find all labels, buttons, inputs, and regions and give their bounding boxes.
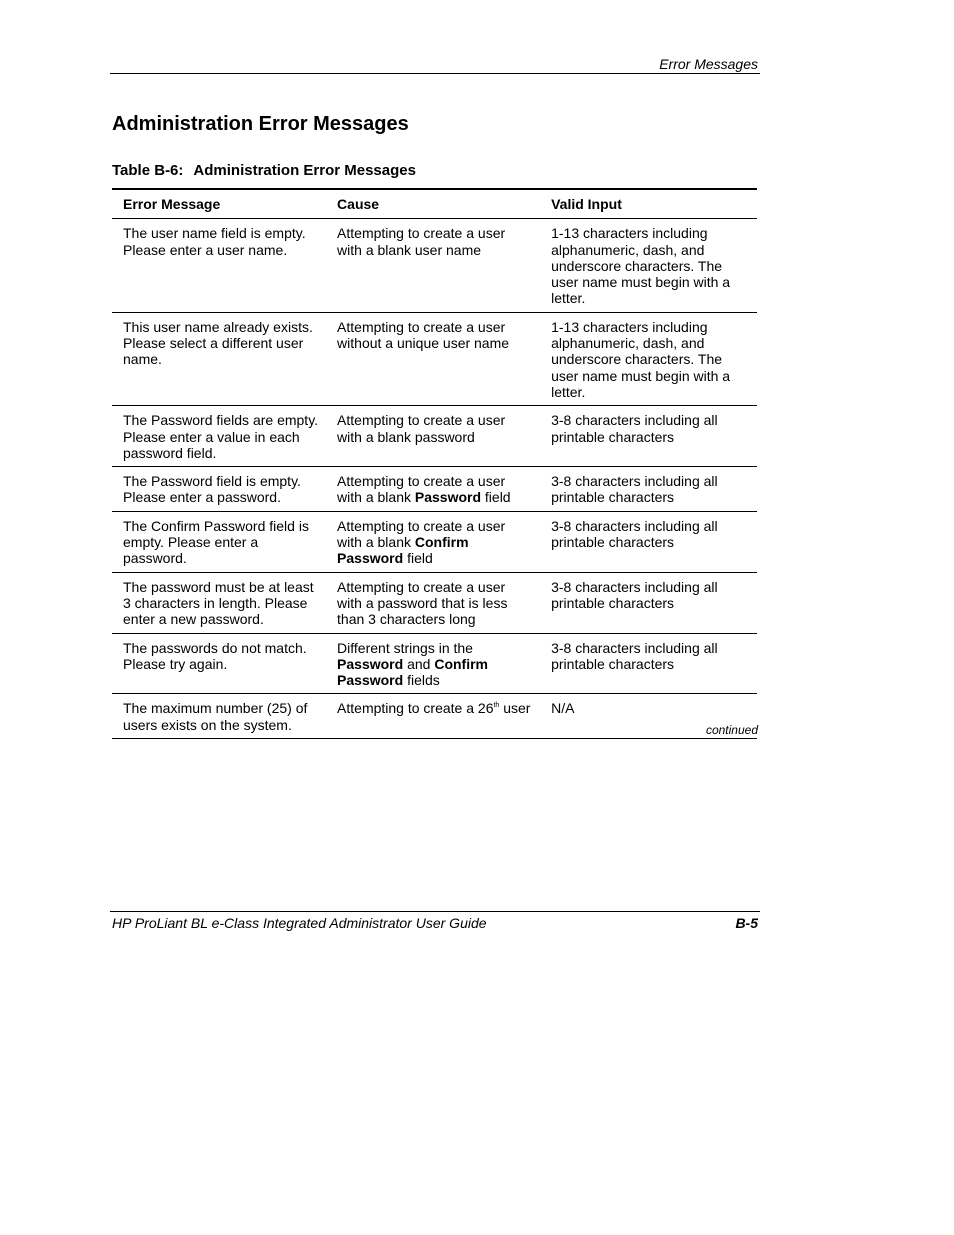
- table-row: [112, 511, 757, 572]
- error-message-cell: The Confirm Password field is empty. Please enter a password.: [123, 517, 309, 567]
- valid-input-cell: 3-8 characters including all printable characters: [551, 639, 718, 672]
- column-header-cause: Cause: [337, 196, 380, 212]
- table-row: [112, 633, 757, 694]
- cause-text: and: [403, 655, 435, 672]
- column-header-error-message: Error Message: [123, 196, 221, 212]
- error-message-cell: The Password fields are empty. Please enter a value in each password field.: [123, 412, 319, 461]
- cause-cell: Attempting to create a user with a password that is less than 3 characters long: [337, 578, 508, 628]
- cause-field-name: Confirm Password: [337, 655, 488, 689]
- cause-cell: [326, 511, 540, 572]
- ordinal-superscript: th: [493, 702, 500, 710]
- table-header-row: [112, 189, 757, 219]
- running-header: Error Messages: [659, 56, 758, 72]
- continued-note: continued: [705, 723, 758, 737]
- footer-document-title: HP ProLiant BL e-Class Integrated Administrator User Guide: [112, 915, 487, 931]
- cause-text: Attempting to create a 26: [337, 700, 494, 717]
- cause-text: fields: [403, 672, 440, 689]
- table-row: [112, 406, 757, 467]
- error-message-cell: The maximum number (25) of users exists on the system.: [123, 700, 308, 733]
- table-row: [112, 312, 757, 405]
- valid-input-cell: N/A: [551, 700, 575, 717]
- cause-field-name: Confirm Password: [337, 534, 469, 567]
- table-row: [112, 694, 757, 739]
- valid-input-cell: 3-8 characters including all printable characters: [551, 517, 718, 551]
- error-messages-table: [112, 188, 757, 739]
- table-row: [112, 219, 757, 312]
- table-caption-label: Table B-6:: [112, 162, 184, 179]
- cause-cell: Attempting to create a user without a unique user name: [337, 318, 510, 352]
- error-message-cell: The user name field is empty. Please enter a user name.: [123, 225, 306, 258]
- valid-input-cell: 1-13 characters including alphanumeric, dash, and underscore characters. The user name must begin with a letter.: [551, 225, 731, 307]
- cause-cell: [326, 694, 540, 739]
- footer-divider: [110, 911, 760, 912]
- cause-cell: Attempting to create a user with a blank user name: [337, 225, 506, 258]
- cause-text: user: [499, 700, 531, 717]
- error-message-cell: This user name already exists. Please select a different user name.: [123, 318, 313, 368]
- error-message-cell: The Password field is empty. Please enter a password.: [123, 473, 301, 506]
- table-caption-title: Administration Error Messages: [193, 162, 416, 179]
- cause-text: field: [481, 489, 511, 506]
- cause-text: Attempting to create a user with a blank: [337, 517, 506, 551]
- cause-field-name: Password: [337, 655, 404, 672]
- error-message-cell: The password must be at least 3 characters in length. Please enter a new password.: [123, 578, 314, 628]
- table-row: [112, 572, 757, 633]
- valid-input-cell: 3-8 characters including all printable characters: [551, 473, 718, 506]
- valid-input-cell: 3-8 characters including all printable characters: [551, 412, 718, 445]
- cause-cell: Attempting to create a user with a blank password: [337, 412, 506, 445]
- cause-text: Different strings in the: [337, 639, 473, 656]
- table-caption: [112, 162, 416, 179]
- page-number: B-5: [735, 915, 758, 931]
- section-title: Administration Error Messages: [112, 113, 409, 135]
- cause-cell: [326, 467, 540, 512]
- header-divider: [110, 73, 760, 74]
- table-row: [112, 467, 757, 512]
- valid-input-cell: 3-8 characters including all printable characters: [551, 578, 718, 611]
- column-header-valid-input: Valid Input: [551, 196, 622, 212]
- cause-cell: [326, 633, 540, 694]
- error-message-cell: The passwords do not match. Please try again.: [123, 639, 307, 672]
- cause-field-name: Password: [414, 489, 482, 506]
- valid-input-cell: 1-13 characters including alphanumeric, dash, and underscore characters. The user name must begin with a letter.: [551, 318, 731, 400]
- cause-text: field: [403, 550, 433, 567]
- cause-text: Attempting to create a user with a blank: [337, 473, 506, 506]
